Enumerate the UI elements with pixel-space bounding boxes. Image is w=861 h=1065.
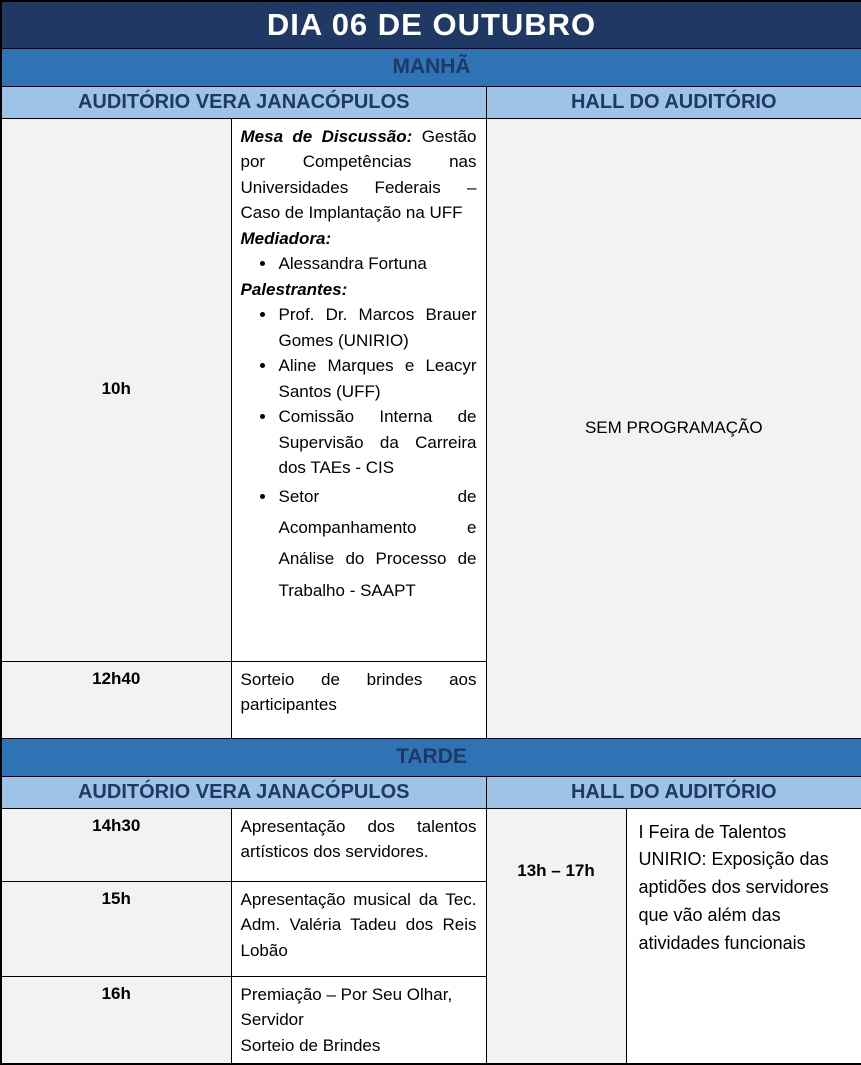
column-header-auditorio-morning: AUDITÓRIO VERA JANACÓPULOS [1,86,486,118]
title-row [1,1,861,48]
section-header-morning: MANHÃ [1,48,861,86]
hall-time-cell: 13h – 17h [486,808,626,1064]
palestrante-item: • Prof. Dr. Marcos Brauer Gomes (UNIRIO) [277,302,477,353]
column-header-hall-morning: HALL DO AUDITÓRIO [486,86,861,118]
section-row-morning [1,48,861,86]
mediadora-list [241,251,477,277]
time-cell-15h: 15h [1,881,231,976]
hall-morning-cell: SEM PROGRAMAÇÃO [486,118,861,738]
mesa-discussao-text: Gestão por Competências nas Universidades Federais – Caso de Implantação na UFF [240,126,477,222]
time-cell-16h: 16h [1,976,231,1064]
section-row-afternoon [1,738,861,776]
section-header-afternoon: TARDE [1,738,861,776]
hall-afternoon-description: I Feira de Talentos UNIRIO: Exposição das aptidões dos servidores que vão além das atividades funcionais [626,808,861,1064]
session-10h-description [231,118,486,661]
column-header-auditorio-afternoon: AUDITÓRIO VERA JANACÓPULOS [1,776,486,808]
palestrante-item: • Setor de Acompanhamento e Análise do Processo de Trabalho - SAAPT [277,481,477,607]
session-12h40-description: Sorteio de brindes aos participantes [231,661,486,738]
time-cell-10h: 10h [1,118,231,661]
page-title: DIA 06 DE OUTUBRO [1,1,861,48]
sorteio-brindes-line: Sorteio de Brindes [240,1035,381,1055]
palestrante-item: • Comissão Interna de Supervisão da Carreira dos TAEs - CIS [277,404,477,481]
palestrantes-label: Palestrantes: [240,279,348,299]
mesa-discussao-paragraph [241,124,477,226]
column-header-hall-afternoon: HALL DO AUDITÓRIO [486,776,861,808]
premiacao-line: Premiação – Por Seu Olhar, Servidor [240,984,453,1029]
session-14h30-description: Apresentação dos talentos artísticos dos servidores. [231,808,486,881]
session-16h-description [231,976,486,1064]
time-cell-12h40: 12h40 [1,661,231,738]
time-cell-14h30: 14h30 [1,808,231,881]
session-15h-description: Apresentação musical da Tec. Adm. Valéria Tadeu dos Reis Lobão [231,881,486,976]
mediadora-item: • Alessandra Fortuna [277,251,477,277]
palestrantes-list [241,302,477,606]
morning-row-10h [1,118,861,661]
column-header-row-afternoon [1,776,861,808]
mesa-discussao-label: Mesa de Discussão: [240,126,413,146]
palestrante-item: • Aline Marques e Leacyr Santos (UFF) [277,353,477,404]
column-header-row-morning [1,86,861,118]
afternoon-row-14h30 [1,808,861,881]
mediadora-label: Mediadora: [240,228,332,248]
